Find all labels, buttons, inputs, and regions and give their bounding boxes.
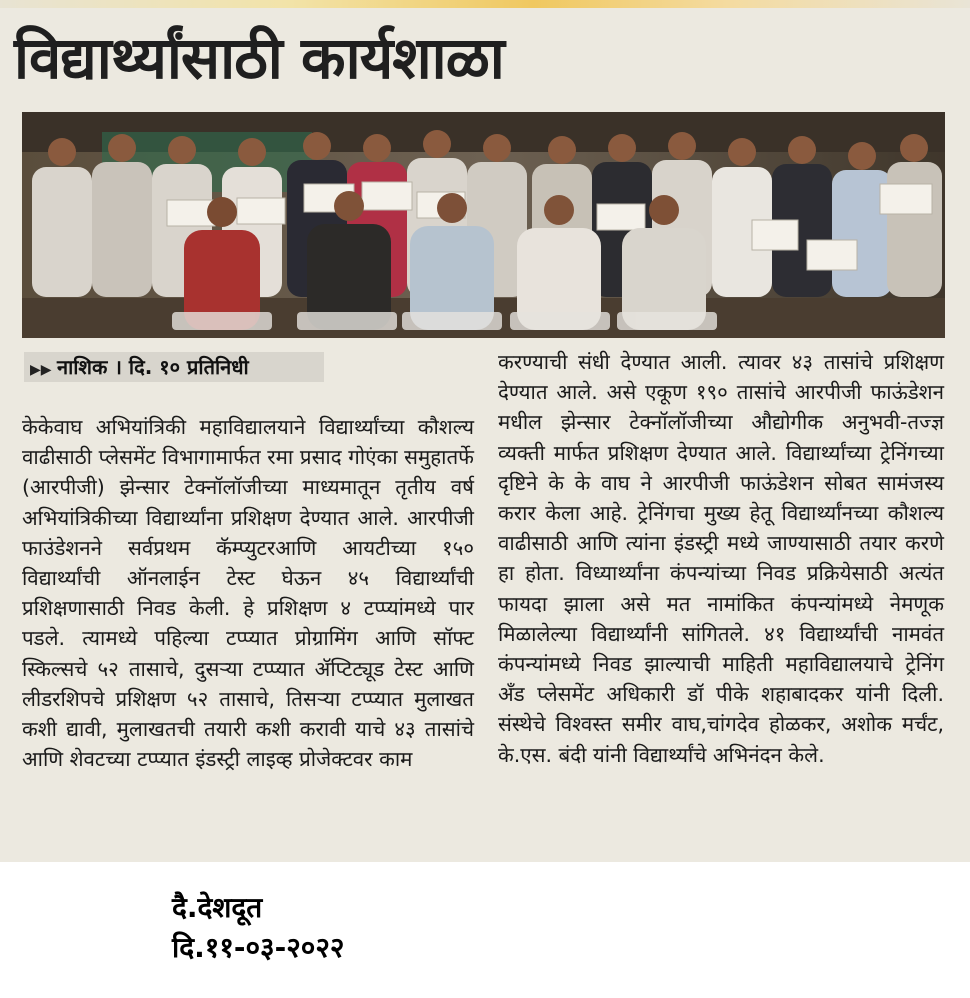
article-photo — [22, 112, 945, 338]
article-dateline: नाशिक । दि. १० प्रतिनिधी — [56, 355, 249, 379]
publication-date: दि.११-०३-२०२२ — [172, 931, 345, 964]
group-photo-illustration — [22, 112, 945, 338]
double-arrow-icon: ▶▶ — [30, 362, 52, 378]
article-dateline-bar — [24, 352, 324, 382]
article-column-right — [498, 347, 944, 770]
newspaper-name: दै.देशदूत — [172, 891, 263, 924]
article-headline: विद्यार्थ्यांसाठी कार्यशाळा — [14, 24, 504, 92]
article-paragraph-right: करण्याची संधी देण्यात आली. त्यावर ४३ तासांचे प्रशिक्षण देण्यात आले. असे एकूण १९० तासांचे आरपीजी फाऊंडेशन मधील झेन्सार टेक्नॉलॉजीच्या औद्योगीक अनुभवी-तज्ज्ञ व्यक्ती मार्फत प्रशिक्षण देण्यात आले. विद्यार्थ्यांच्या ट्रेनिंगच्या दृष्टिने के के वाघ ने आरपीजी फाऊंडेशन सोबत सामंजस्य करार केला आहे. ट्रेनिंगचा मुख्य हेतू विद्यार्थ्यांनच्या कौशल्य वाढीसाठी आणि त्यांना इंडस्ट्री मध्ये जाण्यासाठी तयार करणे हा होता. विध्यार्थ्यांना कंपन्यांच्या निवड प्रक्रियेसाठी अत्यंत फायदा झाला असे मत नामांकित कंपन्यांमध्ये नेमणूक मिळालेल्या विद्यार्थ्यांनी सांगितले. ४१ विद्यार्थ्यांची नामवंत कंपन्यांमध्ये निवड झाल्याची माहिती महाविद्यालयाचे ट्रेनिंग अँड प्लेसमेंट अधिकारी डॉ पीके शहाबादकर यांनी दिली. संस्थेचे विश्वस्त समीर वाघ,चांगदेव होळकर, अशोक मर्चंट, के.एस. बंदी यांनी विद्यार्थ्यांचे अभिनंदन केले. — [498, 350, 944, 767]
article-column-left — [22, 412, 474, 774]
paper-edge-strip — [0, 0, 970, 8]
article-paragraph-left: केकेवाघ अभियांत्रिकी महाविद्यालयाने विद्यार्थ्यांच्या कौशल्य वाढीसाठी प्लेसमेंट विभागामार्फत रमा प्रसाद गोएंका समुहातर्फे (आरपीजी) झेन्सार टेक्नॉलॉजीच्या माध्यमातून तृतीय वर्ष अभियांत्रिकीच्या विद्यार्थ्यांना प्रशिक्षण देण्यात आले. आरपीजी फाउंडेशनने सर्वप्रथम कॅम्प्युटरआणि आयटीच्या १५० विद्यार्थ्यांची ऑनलाईन टेस्ट घेऊन ४५ विद्यार्थ्यांची प्रशिक्षणासाठी निवड केली. हे प्रशिक्षण ४ टप्प्यांमध्ये पार पडले. त्यामध्ये पहिल्या टप्प्यात प्रोग्रामिंग आणि सॉफ्ट स्किल्सचे ५२ तासाचे, दुसऱ्या टप्प्यात ॲप्टिट्यूड टेस्ट आणि लीडरशिपचे प्रशिक्षण ५२ तासाचे, तिसऱ्या टप्प्यात मुलाखत कशी द्यावी, मुलाखतची तयारी कशी करावी याचे ४३ तासांचे आणि शेवटच्या टप्प्यात इंडस्ट्री लाइव्ह प्रोजेक्टवर काम — [22, 415, 474, 772]
